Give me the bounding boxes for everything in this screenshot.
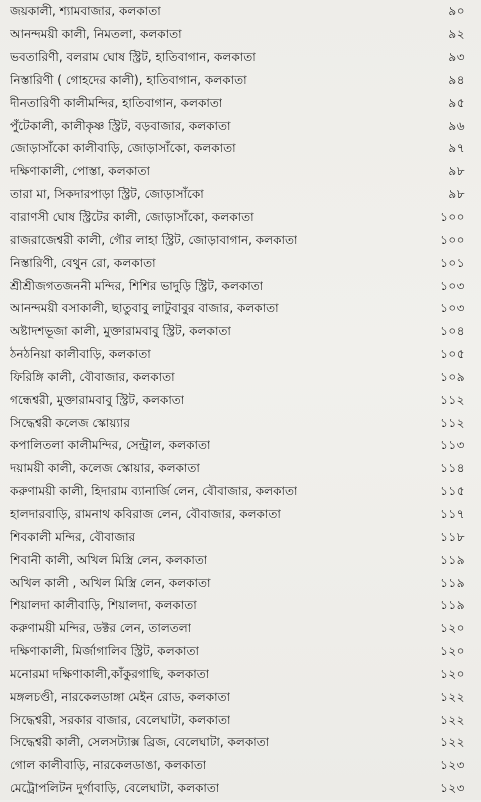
toc-entry [10,642,465,665]
toc-entry [10,664,465,687]
toc-entry-page-number: ৯২ [448,27,465,42]
toc-entry [10,482,465,505]
toc-entry-title: জয়কালী, শ্যামবাজার, কলকাতা [10,4,161,19]
toc-entry-title: নিস্তারিণী, বেথুন রো, কলকাতা [10,255,156,270]
toc-entry-page-number: ১২২ [440,689,465,704]
toc-entry-page-number: ১২০ [440,621,465,636]
toc-entry-title: রাজরাজেশ্বরী কালী, গৌর লাহা স্ট্রিট, জোড়াবাগান, কলকাতা [10,232,298,247]
toc-entry-title: মঙ্গলচণ্ডী, নারকেলডাঙ্গা মেইন রোড, কলকাতা [10,689,231,704]
toc-entry [10,505,465,528]
toc-list [10,2,465,802]
toc-entry-title: কপালিতলা কালীমন্দির, সেন্ট্রাল, কলকাতা [10,438,211,453]
toc-entry-title: ভবতারিণী, বলরাম ঘোষ স্ট্রিট, হাতিবাগান, কলকাতা [10,50,256,65]
toc-entry-title: গোল কালীবাড়ি, নারকেলডাঙা, কলকাতা [10,758,207,773]
toc-entry-title: দীনতারিণী কালীমন্দির, হাতিবাগান, কলকাতা [10,95,223,110]
toc-entry-title: বারাণসী ঘোষ স্ট্রিটের কালী, জোড়াসাঁকো, কলকাতা [10,210,254,225]
toc-entry-page-number: ১২০ [440,644,465,659]
toc-entry [10,459,465,482]
toc-entry-title: দক্ষিণাকালী, মির্জাগালিব স্ট্রিট, কলকাতা [10,644,199,659]
toc-entry-title: নিস্তারিণী ( গোহদের কালী), হাতিবাগান, কলকাতা [10,72,247,87]
toc-entry-title: দয়াময়ী কালী, কলেজ স্কোয়ার, কলকাতা [10,461,200,476]
toc-entry [10,687,465,710]
toc-entry [10,230,465,253]
toc-entry-title: সিদ্ধেশ্বরী কলেজ স্কোয়্যার [10,415,131,430]
toc-entry [10,573,465,596]
toc-entry [10,253,465,276]
toc-entry [10,116,465,139]
toc-entry-title: সিদ্ধেশ্বরী, সরকার বাজার, বেলেঘাটা, কলকাতা [10,712,231,727]
toc-entry-title: জোড়াসাঁকো কালীবাড়ি, জোড়াসাঁকো, কলকাতা [10,141,236,156]
toc-entry-page-number: ১২০ [440,666,465,681]
toc-entry-page-number: ১০০ [440,232,465,247]
toc-entry-page-number: ৯০ [448,4,465,19]
toc-entry-title: তারা মা, সিকদারপাড়া স্ট্রিট, জোড়াসাঁকো [10,187,204,202]
toc-entry-title: মনোরমা দক্ষিণাকালী,কাঁকুরগাছি, কলকাতা [10,666,210,681]
toc-entry-title: হালদারবাড়ি, রামনাথ কবিরাজ লেন, বৌবাজার, কলকাতা [10,506,281,521]
toc-entry [10,71,465,94]
toc-entry-page-number: ১২৩ [440,758,465,773]
toc-entry-title: অষ্টাদশভূজা কালী, মুক্তারামবাবু স্ট্রিট, কলকাতা [10,324,231,339]
toc-entry-title: করুণাময়ী কালী, হিদারাম ব্যানার্জি লেন, বৌবাজার, কলকাতা [10,484,298,499]
toc-entry [10,322,465,345]
toc-entry-page-number: ১১২ [440,392,465,407]
toc-entry-title: দক্ষিণাকালী, পোস্তা, কলকাতা [10,164,151,179]
toc-entry-page-number: ১২২ [440,712,465,727]
toc-entry [10,413,465,436]
toc-entry [10,2,465,25]
toc-entry-page-number: ১০৫ [440,347,465,362]
toc-entry-page-number: ১১৫ [440,484,465,499]
toc-entry-page-number: ১১৯ [440,598,465,613]
toc-entry [10,48,465,71]
toc-entry-page-number: ৯৮ [448,187,465,202]
toc-entry [10,436,465,459]
toc-entry-title: আনন্দময়ী বসাকালী, ছাতুবাবু লাটুবাবুর বাজার, কলকাতা [10,301,279,316]
toc-entry-title: শিবানী কালী, অখিল মিস্ত্রি লেন, কলকাতা [10,552,208,567]
toc-entry-title: শিবকালী মন্দির, বৌবাজার [10,529,136,544]
toc-entry [10,733,465,756]
toc-entry-page-number: ৯৫ [448,95,465,110]
toc-entry [10,185,465,208]
toc-entry [10,710,465,733]
toc-entry-page-number: ১০০ [440,210,465,225]
toc-entry [10,276,465,299]
toc-entry-page-number: ৯৩ [448,50,465,65]
toc-entry-title: শিয়ালদা কালীবাড়ি, শিয়ালদা, কলকাতা [10,598,197,613]
toc-entry [10,345,465,368]
toc-entry [10,527,465,550]
toc-entry [10,779,465,802]
toc-entry [10,93,465,116]
toc-entry-page-number: ১০১ [440,255,465,270]
toc-entry-page-number: ১১৯ [440,552,465,567]
toc-entry [10,550,465,573]
toc-entry [10,25,465,48]
toc-entry [10,596,465,619]
toc-entry-page-number: ১২২ [440,735,465,750]
toc-entry [10,619,465,642]
toc-entry-title: পুঁটেকালী, কালীকৃষ্ণ স্ট্রিট, বড়বাজার, কলকাতা [10,118,231,133]
toc-entry-page-number: ৯৮ [448,164,465,179]
toc-entry-page-number: ১১৮ [440,529,465,544]
toc-entry-page-number: ১১৯ [440,575,465,590]
toc-entry [10,368,465,391]
toc-entry-page-number: ১২৩ [440,781,465,796]
toc-entry-title: আনন্দময়ী কালী, নিমতলা, কলকাতা [10,27,182,42]
toc-entry [10,208,465,231]
toc-entry [10,299,465,322]
toc-entry-title: ঠনঠনিয়া কালীবাড়ি, কলকাতা [10,347,151,362]
toc-entry [10,390,465,413]
toc-entry-title: গন্ধেশ্বরী, মুক্তারামবাবু স্ট্রিট, কলকাতা [10,392,185,407]
toc-entry-title: শ্রীশ্রীজগতজননী মন্দির, শিশির ভাদুড়ি স্ট্রিট, কলকাতা [10,278,264,293]
toc-entry-page-number: ১০৩ [440,278,465,293]
toc-entry-page-number: ১০৯ [440,369,465,384]
toc-entry-title: করুণাময়ী মন্দির, ডক্টর লেন, তালতলা [10,621,192,636]
toc-entry-page-number: ১০৩ [440,301,465,316]
toc-entry-page-number: ১১২ [440,415,465,430]
toc-entry-page-number: ১০৪ [440,324,465,339]
toc-entry-page-number: ১১৪ [440,461,465,476]
toc-entry-page-number: ১১৭ [440,506,465,521]
toc-entry-page-number: ১১৩ [440,438,465,453]
toc-entry-title: সিদ্ধেশ্বরী কালী, সেলসট্যাক্স ব্রিজ, বেলেঘাটা, কলকাতা [10,735,270,750]
toc-entry-title: ফিরিঙ্গি কালী, বৌবাজার, কলকাতা [10,369,175,384]
toc-entry-page-number: ৯৬ [448,118,465,133]
toc-entry-page-number: ৯৭ [448,141,465,156]
toc-entry [10,139,465,162]
toc-entry [10,756,465,779]
toc-entry-title: অখিল কালী , অখিল মিস্ত্রি লেন, কলকাতা [10,575,211,590]
toc-entry-page-number: ৯৪ [448,72,465,87]
toc-entry-title: মেট্রোপলিটন দুর্গাবাড়ি, বেলেঘাটা, কলকাতা [10,781,220,796]
toc-entry [10,162,465,185]
